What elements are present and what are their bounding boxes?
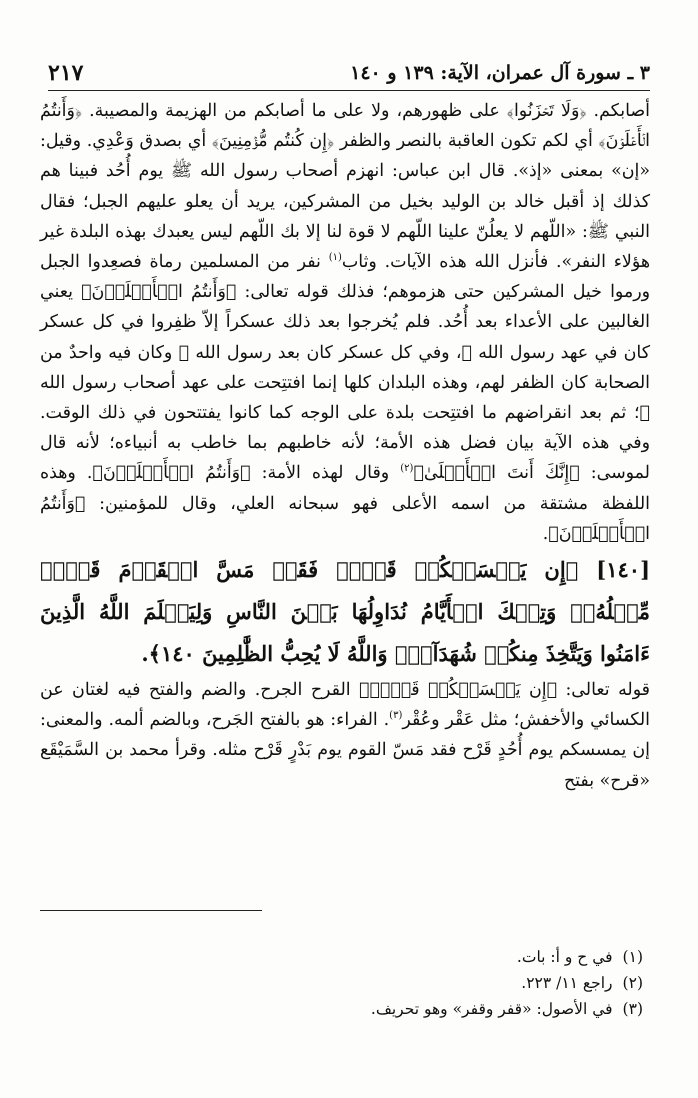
- paragraph-text-1: أصابكم. ﴿وَلَا تَحۡزَنُوا﴾ على ظهورهم، ولا على ما أصابكم من الهزيمة والمصيبة. ﴿وَأَنتُمُ الۡأَعۡلَوۡنَ﴾ أي لكم تكون العاقبة بالنصر والظفر ﴿إِن كُنتُم مُّؤۡمِنِينَ﴾ أي بصدق وَعْدِي. وقيل: «إن» بمعنى «إذ». قال ابن عباس: انهزم أصحاب رسول الله ﷺ يوم أُحُد فبينا هم كذلك إذ أقبل خالد بن الوليد بخيل من المشركين، يريد أن يعلو عليهم الجبل؛ فقال النبي ﷺ: «اللّهم لا يعلُنّ علينا اللّهم لا قوة لنا إلا بك اللّهم ليس يعبدك بهذه البلدة غير هؤلاء النفر». فأنزل الله هذه الآيات. وثاب: [40, 101, 650, 273]
- main-text: [40, 96, 650, 796]
- tafsir-paragraph: [40, 96, 650, 549]
- footnote-marker: (١): [622, 948, 643, 966]
- verse-number: [١٤٠]: [596, 557, 650, 583]
- footnote-item: [243, 970, 643, 996]
- page-header: [48, 48, 650, 91]
- footnote-text: في ح و أ: بات.: [516, 948, 613, 966]
- commentary-text-2: . الفراء: هو بالفتح الجَرح، وبالضم ألمه. والمعنى: إن يمسسكم يوم أُحُدٍ قَرْح فقد مَسّ القوم يوم بَدْرٍ قَرْح مثله. وقرأ محمد بن السَّمَيْقَع «قرح» بفتح: [40, 710, 650, 791]
- footnote-text: راجع ١١/ ٢٢٣.: [521, 974, 613, 992]
- commentary-text-1: قوله تعالى: ﴿إِن يَمۡسَسۡكُمۡ قَرۡحٞ﴾ القرح الجرح. والضم والفتح فيه لغتان عن الكسائي والأخفش؛ مثل عَقْر وعُقْر: [40, 680, 650, 731]
- footnote-text: في الأصول: «قفر وقفر» وهو تحريف.: [370, 1000, 613, 1018]
- footnotes: [243, 944, 643, 1022]
- footnote-item: [243, 996, 643, 1022]
- footnote-ref-1: (١): [328, 252, 342, 264]
- footnote-item: [243, 944, 643, 970]
- footnote-separator: [40, 910, 262, 911]
- running-title: ٣ ـ سورة آل عمران، الآية: ١٣٩ و ١٤٠: [350, 62, 650, 84]
- page-number: ٢١٧: [48, 60, 84, 86]
- verse-text: ﴿إِن يَمۡسَسۡكُمۡ قَرۡحٞ فَقَدۡ مَسَّ الۡقَوۡمَ قَرۡحٞ مِّثۡلُهُۥۚ وَتِلۡكَ الۡأَيَّامُ نُدَاوِلُهَا بَيۡنَ النَّاسِ وَلِيَعۡلَمَ اللَّهُ الَّذِينَ ءَامَنُوا وَيَتَّخِذَ مِنكُمۡ شُهَدَآءَۗ وَاللَّهُ لَا يُحِبُّ الظَّٰلِمِينَ ١٤٠﴾.: [40, 557, 650, 667]
- paragraph-text-2: نفر من المسلمين رماة فصعِدوا الجبل ورموا خيل المشركين حتى هزموهم؛ فذلك قوله تعالى: ﴿وَأَنتُمُ الۡأَعۡلَوۡنَ﴾ يعني الغالبين على الأعداء بعد أُحُد. فلم يُخرجوا بعد ذلك عسكراً إلاّ ظفِروا في كل عسكر كان في عهد رسول الله ﷺ، وفي كل عسكر كان بعد رسول الله ﷺ وكان فيه واحدٌ من الصحابة كان الظفر لهم، وهذه البلدان كلها إنما افتتِحت على عهد أصحاب رسول الله ﷺ؛ ثم بعد انقراضهم ما افتتِحت بلدة على الوجه كما كانوا يفتتحون في ذلك الوقت. وفي هذه الآية بيان فضل هذه الأمة؛ لأنه خاطبهم بما خاطب به أنبياءه؛ لأنه قال لموسى: ﴿إِنَّكَ أَنتَ الۡأَعۡلَىٰ﴾: [40, 252, 650, 484]
- quran-verse: [40, 549, 650, 675]
- footnote-ref-3: (٣): [389, 710, 403, 722]
- commentary-paragraph: [40, 675, 650, 796]
- paragraph-text-3: وقال لهذه الأمة: ﴿وَأَنتُمُ الۡأَعۡلَوۡنَ﴾. وهذه اللفظة مشتقة من اسمه الأعلى فهو سبحانه العلي، وقال للمؤمنين: ﴿وَأَنتُمُ الۡأَعۡلَوۡنَ﴾.: [40, 463, 650, 544]
- footnote-marker: (٣): [622, 1000, 643, 1018]
- footnote-marker: (٢): [622, 974, 643, 992]
- footnote-ref-2: (٢): [400, 463, 414, 475]
